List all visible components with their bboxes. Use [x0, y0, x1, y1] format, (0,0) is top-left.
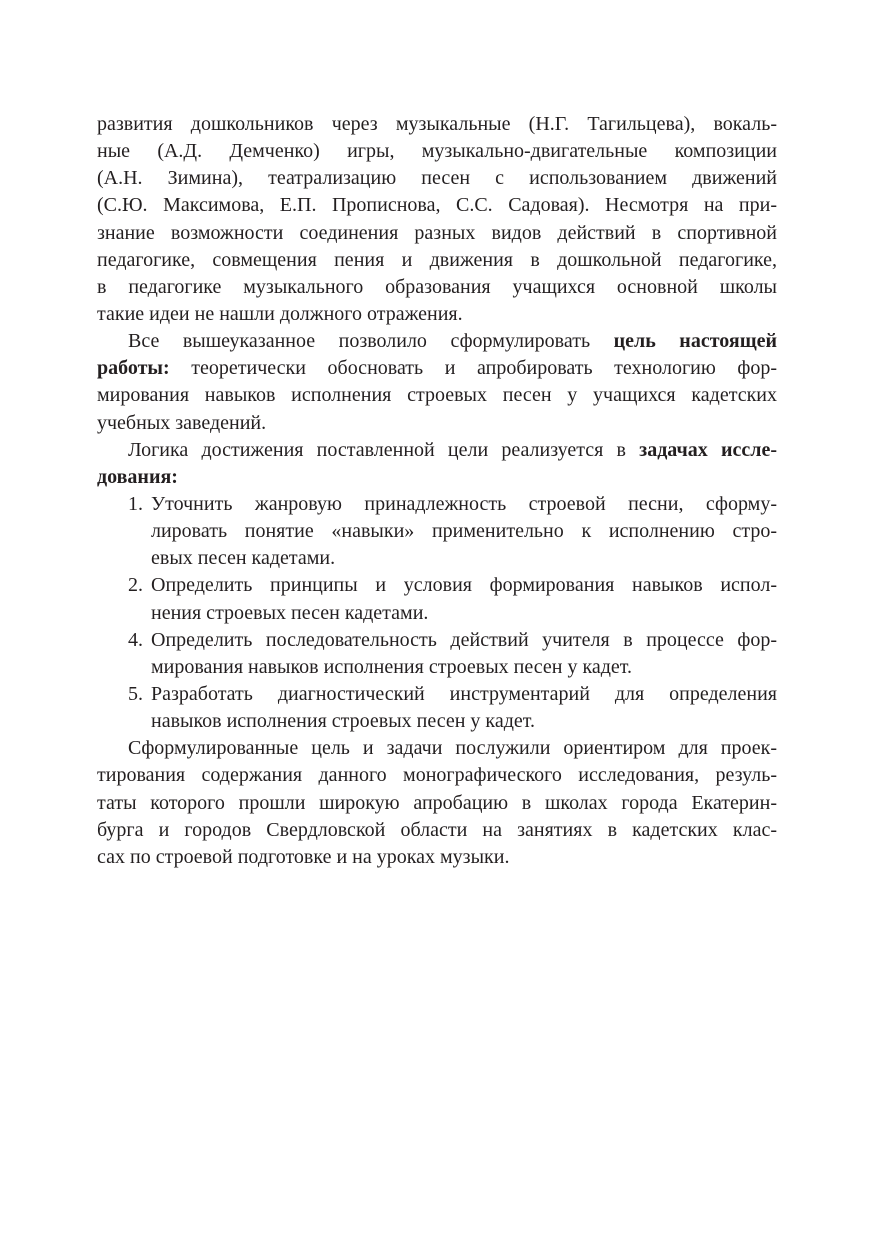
text-line [97, 111, 777, 138]
text-segment: евых песен кадетами. [151, 547, 336, 570]
text-line [97, 165, 777, 192]
bold-text: цель настоящей [613, 330, 777, 353]
list-number: 5. [128, 682, 143, 705]
text-line [97, 138, 777, 165]
text-segment: мирования навыков исполнения строевых песен у кадет. [151, 655, 633, 678]
text-line [97, 328, 777, 355]
text-segment: Определить последовательность действий учителя в процессе фор- [151, 628, 777, 651]
list-number: 4. [128, 628, 143, 651]
text-segment: (С.Ю. Максимова, Е.П. Прописнова, С.С. Садовая). Несмотря на при- [97, 194, 777, 217]
text-line [97, 735, 777, 762]
text-segment: Логика достижения поставленной цели реализуется в [128, 438, 640, 461]
bold-text: работы: [97, 357, 170, 380]
text-segment: ные (А.Д. Демченко) игры, музыкально-двигательные композиции [97, 140, 777, 163]
bold-text: дования: [97, 465, 178, 488]
text-line [97, 817, 777, 844]
text-line [97, 464, 777, 491]
text-line [97, 627, 777, 654]
text-line [97, 437, 777, 464]
text-segment: Уточнить жанровую принадлежность строевой песни, сформу- [151, 492, 777, 515]
text-line [97, 355, 777, 382]
text-line [97, 681, 777, 708]
text-line [97, 844, 777, 871]
text-segment: педагогике, совмещения пения и движения в дошкольной педагогике, [97, 248, 777, 271]
text-segment: (А.Н. Зимина), театрализацию песен с использованием движений [97, 167, 777, 190]
list-item [97, 627, 777, 681]
text-segment: развития дошкольников через музыкальные (Н.Г. Тагильцева), вокаль- [97, 113, 777, 135]
text-line [97, 518, 777, 545]
list-item [97, 681, 777, 735]
text-line [97, 301, 777, 328]
text-line [97, 247, 777, 274]
text-line [97, 382, 777, 409]
text-segment: сах по строевой подготовке и на уроках музыки. [97, 845, 510, 868]
text-segment: тирования содержания данного монографического исследования, резуль- [97, 764, 777, 787]
text-segment: знание возможности соединения разных видов действий в спортивной [97, 221, 777, 244]
text-segment: Сформулированные цель и задачи послужили ориентиром для проек- [128, 737, 777, 760]
list-number: 2. [128, 574, 143, 597]
text-segment: Разработать диагностический инструментарий для определения [151, 682, 777, 705]
text-line [97, 274, 777, 301]
text-line [97, 572, 777, 599]
text-line [97, 192, 777, 219]
text-line [97, 600, 777, 627]
text-segment: учебных заведений. [97, 411, 267, 434]
text-line [97, 790, 777, 817]
text-segment: лировать понятие «навыки» применительно к исполнению стро- [151, 520, 777, 543]
text-segment: нения строевых песен кадетами. [151, 601, 429, 624]
text-line [97, 220, 777, 247]
text-line [97, 545, 777, 572]
paragraph [97, 328, 777, 437]
text-segment: навыков исполнения строевых песен у кадет. [151, 710, 536, 733]
paragraph [97, 437, 777, 491]
text-segment: теоретически обосновать и апробировать технологию фор- [169, 357, 777, 380]
text-segment: таты которого прошли широкую апробацию в школах города Екатерин- [97, 791, 777, 814]
text-segment: Все вышеуказанное позволило сформулировать [128, 330, 614, 353]
paragraph [97, 111, 777, 328]
text-line [97, 708, 777, 735]
text-line [97, 491, 777, 518]
text-segment: Определить принципы и условия формирования навыков испол- [151, 574, 777, 597]
text-line [97, 410, 777, 437]
text-line [97, 654, 777, 681]
list-item [97, 572, 777, 626]
text-segment: бурга и городов Свердловской области на занятиях в кадетских клас- [97, 818, 777, 841]
text-segment: такие идеи не нашли должного отражения. [97, 302, 463, 325]
text-segment: мирования навыков исполнения строевых песен у учащихся кадетских [97, 384, 777, 407]
document-page [97, 111, 777, 871]
list-number: 1. [128, 492, 143, 515]
list-item [97, 491, 777, 572]
paragraph [97, 735, 777, 871]
bold-text: задачах иссле- [639, 438, 777, 461]
text-line [97, 762, 777, 789]
text-segment: в педагогике музыкального образования учащихся основной школы [97, 275, 777, 298]
